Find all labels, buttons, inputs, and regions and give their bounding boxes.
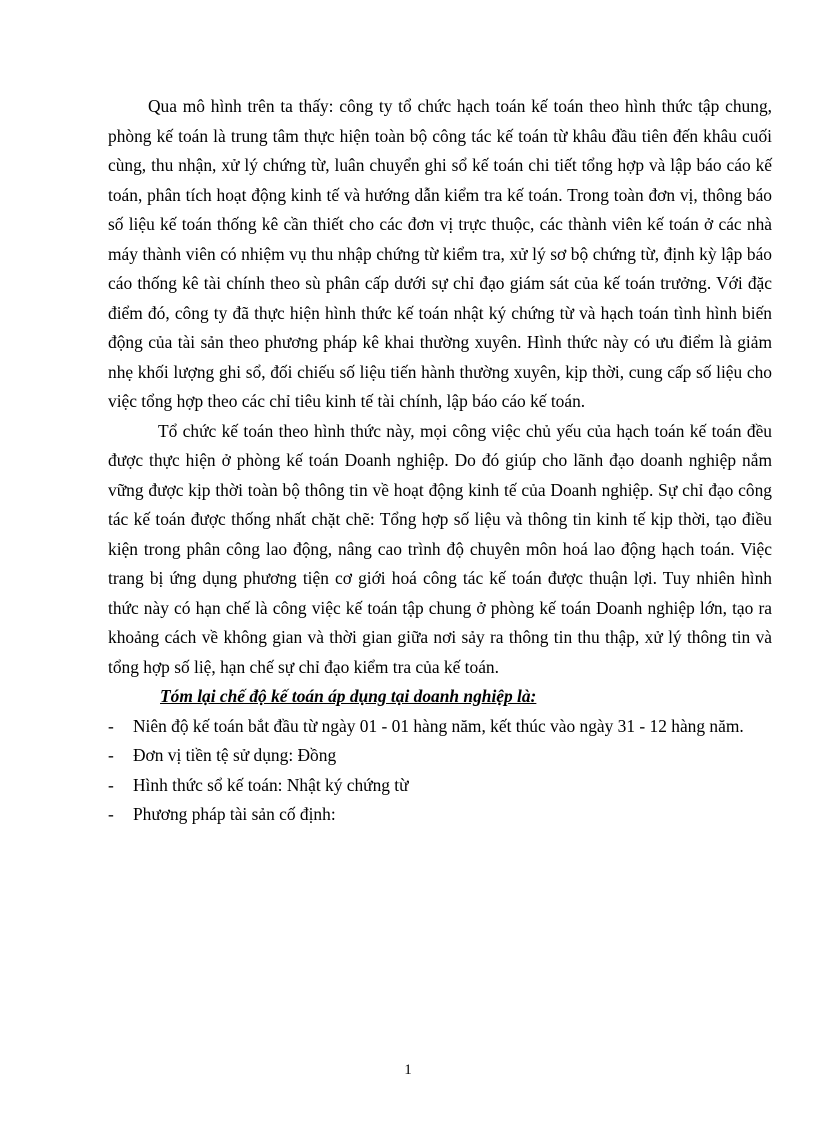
list-dash: - xyxy=(108,745,114,765)
list-item xyxy=(108,771,772,801)
section-heading: Tóm lại chế độ kế toán áp dụng tại doanh nghiệp là: xyxy=(160,686,537,706)
accounting-policy-list xyxy=(108,712,772,830)
list-item-text: Đơn vị tiền tệ sử dụng: Đồng xyxy=(133,745,337,765)
list-item xyxy=(108,712,772,742)
page-number: 1 xyxy=(404,1062,412,1078)
list-item xyxy=(108,800,772,830)
document-page xyxy=(108,92,772,830)
list-dash: - xyxy=(108,715,114,736)
list-item-text: Niên độ kế toán bắt đầu từ ngày 01 - 01 hàng năm, kết thúc vào ngày 31 - 12 hàng năm. xyxy=(133,715,744,736)
list-item-text: Phương pháp tài sản cố định: xyxy=(133,804,336,824)
paragraph-centralized-accounting: Tổ chức kế toán theo hình thức này, mọi công việc chủ yếu của hạch toán kế toán đều được thực hiện ở phòng kế toán Doanh nghiệp. Do đó giúp cho lãnh đạo doanh nghiệp nắm vững được kịp thời toàn bộ thông tin về hoạt động kinh tế của Doanh nghiệp. Sự chỉ đạo công tác kế toán được thống nhất chặt chẽ: Tổng hợp số liệu và thông tin kinh tế kịp thời, tạo điều kiện trong phân công lao động, nâng cao trình độ chuyên môn hoá lao động hạch toán. Việc trang bị ứng dụng phương tiện cơ giới hoá công tác kế toán được thuận lợi. Tuy nhiên hình thức này có hạn chế là công việc kế toán tập chung ở phòng kế toán Doanh nghiệp lớn, tạo ra khoảng cách về không gian và thời gian giữa nơi sảy ra thông tin thu thập, xử lý thông tin và tổng hợp số liệ, hạn chế sự chỉ đạo kiểm tra của kế toán. xyxy=(108,420,772,677)
list-item-text: Hình thức sổ kế toán: Nhật ký chứng từ xyxy=(133,774,409,795)
paragraph-accounting-model: Qua mô hình trên ta thấy: công ty tổ chức hạch toán kế toán theo hình thức tập chung, phòng kế toán là trung tâm thực hiện toàn bộ công tác kế toán từ khâu đầu tiên đến khâu cuối cùng, thu nhận, xử lý chứng từ, luân chuyển ghi sổ kế toán chi tiết tổng hợp và lập báo cáo kế toán, phân tích hoạt động kinh tế và hướng dẫn kiểm tra kế toán. Trong toàn đơn vị, thông báo số liệu kế toán thống kê cần thiết cho các đơn vị trực thuộc, các thành viên kế toán ở các nhà máy thành viên có nhiệm vụ thu nhập chứng từ kiểm tra, xử lý sơ bộ chứng từ, định kỳ lập báo cáo thống kê tài chính theo sù phân cấp dưới sự chỉ đạo giám sát của kế toán trưởng. Với đặc điểm đó, công ty đã thực hiện hình thức kế toán nhật ký chứng từ và hạch toán tình hình biến động của tài sản theo phương pháp kê khai thường xuyên. Hình thức này có ưu điểm là giảm nhẹ khối lượng ghi sổ, đối chiếu số liệu tiến hành thường xuyên, kịp thời, cung cấp số liệu cho việc tổng hợp theo các chỉ tiêu kinh tế tài chính, lập báo cáo kế toán. xyxy=(108,96,772,411)
list-dash: - xyxy=(108,774,114,795)
list-dash: - xyxy=(108,804,114,824)
list-item xyxy=(108,741,772,771)
